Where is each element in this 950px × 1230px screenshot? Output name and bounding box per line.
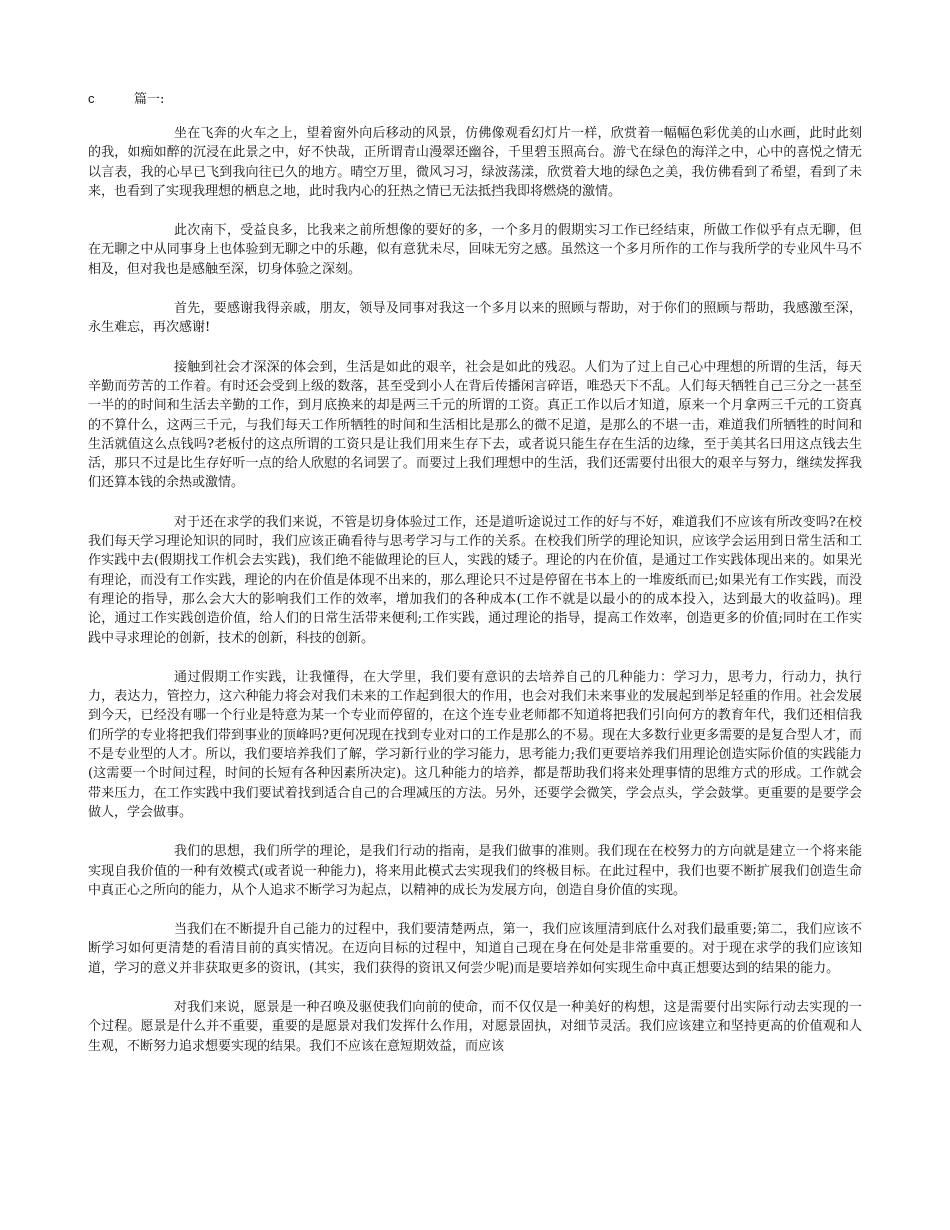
section-heading <box>88 89 164 109</box>
paragraph-2: 此次南下，受益良多，比我来之前所想像的要好的多，一个多月的假期实习工作已经结束，所做工作似乎有点无聊，但在无聊之中从同事身上也体验到无聊之中的乐趣，似有意犹未尽，回味无穷之感。虽然这一个多月所作的工作与我所学的专业风牛马不相及，但对我也是感触至深，切身体验之深刻。 <box>88 223 862 277</box>
paragraph-5: 对于还在求学的我们来说，不管是切身体验过工作，还是道听途说过工作的好与不好，难道我们不应该有所改变吗?在校我们每天学习理论知识的同时，我们应该正确看待与思考学习与工作的关系。在校我们所学的理论知识，应该学会运用到日常生活和工作实践中去(假期找工作机会去实践)，我们绝不能做理论的巨人，实践的矮子。理论的内在价值，是通过工作实践体现出来的。如果光有理论，而没有工作实践，理论的内在价值是体现不出来的，那么理论只不过是停留在书本上的一堆废纸而已;如果光有工作实践，而没有理论的指导，那么会大大的影响我们工作的效率，增加我们的各种成本(工作不就是以最小的的成本投入，达到最大的收益吗)。理论，通过工作实践创造价值，给人们的日常生活带来便利;工作实践，通过理论的指导，提高工作效率，创造更多的价值;同时在工作实践中寻求理论的创新，技术的创新，科技的创新。 <box>88 514 862 646</box>
paragraph-1: 坐在飞奔的火车之上，望着窗外向后移动的风景，仿佛像观看幻灯片一样，欣赏着一幅幅色彩优美的山水画，此时此刻的我，如痴如醉的沉浸在此景之中，好不快哉，正所谓青山漫翠还幽谷，千里碧玉照高台。游弋在绿色的海洋之中，心中的喜悦之情无以言表，我的心早已飞到我向往已久的地方。晴空万里，微风习习，绿波荡漾，欣赏着大地的绿色之美，我仿佛看到了希望，看到了未来，也看到了实现我理想的栖息之地，此时我内心的狂热之情已无法抵挡我即将燃烧的激情。 <box>88 126 862 199</box>
document-body <box>88 124 862 1076</box>
paragraph-8: 当我们在不断提升自己能力的过程中，我们要清楚两点，第一，我们应该厘清到底什么对我们最重要;第二，我们应该不断学习如何更清楚的看清目前的真实情况。在迈向目标的过程中，知道自己现在身在何处是非常重要的。对于现在求学的我们应该知道，学习的意义并非获取更多的资讯，(其实，我们获得的资讯又何尝少呢)而是要培养如何实现生命中真正想要达到的结果的能力。 <box>88 922 862 976</box>
paragraph-4: 接触到社会才深深的体会到，生活是如此的艰辛，社会是如此的残忍。人们为了过上自己心中理想的所谓的生活，每天辛勤而劳苦的工作着。有时还会受到上级的数落，甚至受到小人在背后传播闲言碎语，唯恐天下不乱。人们每天牺牲自己三分之一甚至一半的的时间和生活去辛勤的工作，到月底换来的却是两三千元的所谓的工资。真正工作以后才知道，原来一个月拿两三千元的工资真的不算什么，这两三千元，与我们每天工作所牺牲的时间和生活相比是那么的微不足道，是那么的不堪一击，难道我们所牺牲的时间和生活就值这么点钱吗?老板付的这点所谓的工资只是让我们用来生存下去，或者说只能生存在生活的边缘，至于美其名曰用这点钱去生活，那只不过是比生存好听一点的给人欣慰的名词罢了。而要过上我们理想中的生活，我们还需要付出很大的艰辛与努力，继续发挥我们还算本钱的余热或激情。 <box>88 359 862 491</box>
heading-title: 篇一: <box>134 92 165 107</box>
paragraph-7: 我们的思想，我们所学的理论，是我们行动的指南，是我们做事的准则。我们现在在校努力的方向就是建立一个将来能实现自我价值的一种有效模式(或者说一种能力)，将来用此模式去实现我们的终极目标。在此过程中，我们也要不断扩展我们创造生命中真正心之所向的能力，从个人追求不断学习为起点，以精神的成长为发展方向，创造自身价值的实现。 <box>88 844 862 898</box>
heading-marker: c <box>88 91 95 106</box>
paragraph-9: 对我们来说，愿景是一种召唤及驱使我们向前的使命，而不仅仅是一种美好的构想，这是需要付出实际行动去实现的一个过程。愿景是什么并不重要，重要的是愿景对我们发挥什么作用，对愿景固执，对细节灵活。我们应该建立和坚持更高的价值观和人生观，不断努力追求想要实现的结果。我们不应该在意短期效益，而应该 <box>88 999 862 1054</box>
paragraph-6: 通过假期工作实践，让我懂得，在大学里，我们要有意识的去培养自己的几种能力：学习力，思考力，行动力，执行力，表达力，管控力，这六种能力将会对我们未来的工作起到很大的作用，也会对我们未来事业的发展起到举足轻重的作用。社会发展到今天，已经没有哪一个行业是特意为某一个专业而停留的，在这个连专业老师都不知道将把我们引向何方的教育年代，我们还相信我们所学的专业将把我们带到事业的顶峰吗?更何况现在找到专业对口的工作是那么的不易。现在大多数行业更多需要的是复合型人才，而不是专业型的人才。所以，我们要培养我们了解，学习新行业的学习能力，思考能力;我们更要培养我们用理论创造实际价值的实践能力(这需要一个时间过程，时间的长短有各种因素所决定)。这几种能力的培养，都是帮助我们将来处理事情的思维方式的形成。工作就会带来压力，在工作实践中我们要试着找到适合自己的合理减压的方法。另外，还要学会微笑，学会点头，学会鼓掌。更重要的是要学会做人，学会做事。 <box>88 669 862 820</box>
paragraph-3: 首先，要感谢我得亲戚，朋友，领导及同事对我这一个多月以来的照顾与帮助，对于你们的照顾与帮助，我感激至深，永生难忘，再次感谢! <box>88 301 862 336</box>
